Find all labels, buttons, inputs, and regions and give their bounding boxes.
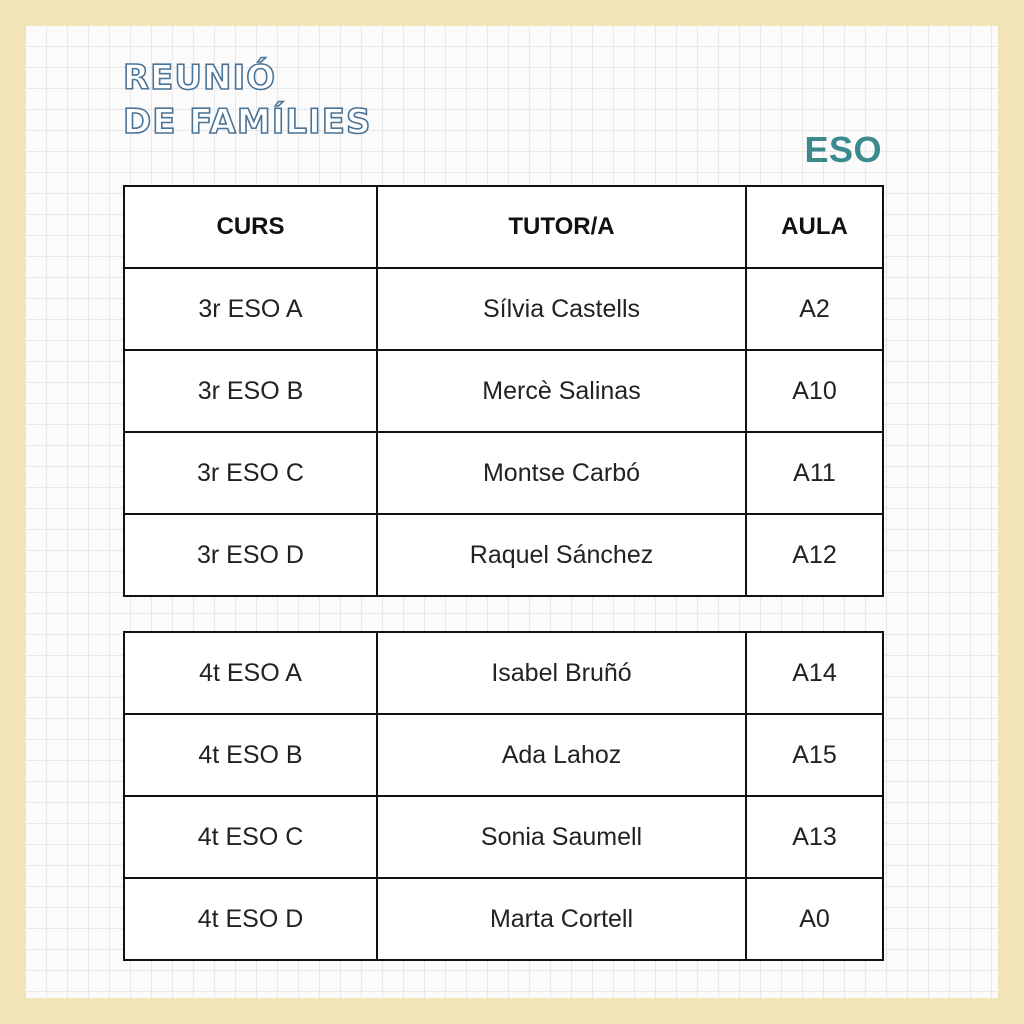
- title-line-1: REUNIÓ: [123, 58, 277, 98]
- cell-curs: 3r ESO C: [124, 432, 377, 514]
- cell-curs: 3r ESO D: [124, 514, 377, 596]
- cell-curs: 4t ESO A: [124, 632, 377, 714]
- cell-curs: 4t ESO D: [124, 878, 377, 960]
- table-row: [124, 796, 883, 878]
- header-aula: AULA: [746, 186, 883, 268]
- cell-tutor: Isabel Bruñó: [377, 632, 746, 714]
- cell-aula: A10: [746, 350, 883, 432]
- cell-curs: 4t ESO B: [124, 714, 377, 796]
- cell-curs: 3r ESO A: [124, 268, 377, 350]
- cell-curs: 3r ESO B: [124, 350, 377, 432]
- cell-aula: A14: [746, 632, 883, 714]
- cell-tutor: Raquel Sánchez: [377, 514, 746, 596]
- schedule-table-4t: [123, 631, 884, 961]
- table-row: [124, 878, 883, 960]
- cell-tutor: Mercè Salinas: [377, 350, 746, 432]
- cell-tutor: Marta Cortell: [377, 878, 746, 960]
- cell-aula: A2: [746, 268, 883, 350]
- cell-tutor: Montse Carbó: [377, 432, 746, 514]
- header-tutor: TUTOR/A: [377, 186, 746, 268]
- table-row: [124, 632, 883, 714]
- table-row: [124, 714, 883, 796]
- level-label: ESO: [804, 129, 882, 170]
- table-row: [124, 268, 883, 350]
- cell-aula: A13: [746, 796, 883, 878]
- cell-aula: A0: [746, 878, 883, 960]
- schedule-table-3r: [123, 185, 884, 597]
- cell-aula: A15: [746, 714, 883, 796]
- cell-curs: 4t ESO C: [124, 796, 377, 878]
- cell-aula: A11: [746, 432, 883, 514]
- title-line-2: DE FAMÍLIES: [123, 102, 372, 142]
- cell-aula: A12: [746, 514, 883, 596]
- header-curs: CURS: [124, 186, 377, 268]
- table-row: [124, 432, 883, 514]
- cell-tutor: Ada Lahoz: [377, 714, 746, 796]
- page-title: [123, 56, 371, 144]
- table-row: [124, 350, 883, 432]
- cell-tutor: Sílvia Castells: [377, 268, 746, 350]
- cell-tutor: Sonia Saumell: [377, 796, 746, 878]
- table-row: [124, 514, 883, 596]
- header-row: [124, 186, 883, 268]
